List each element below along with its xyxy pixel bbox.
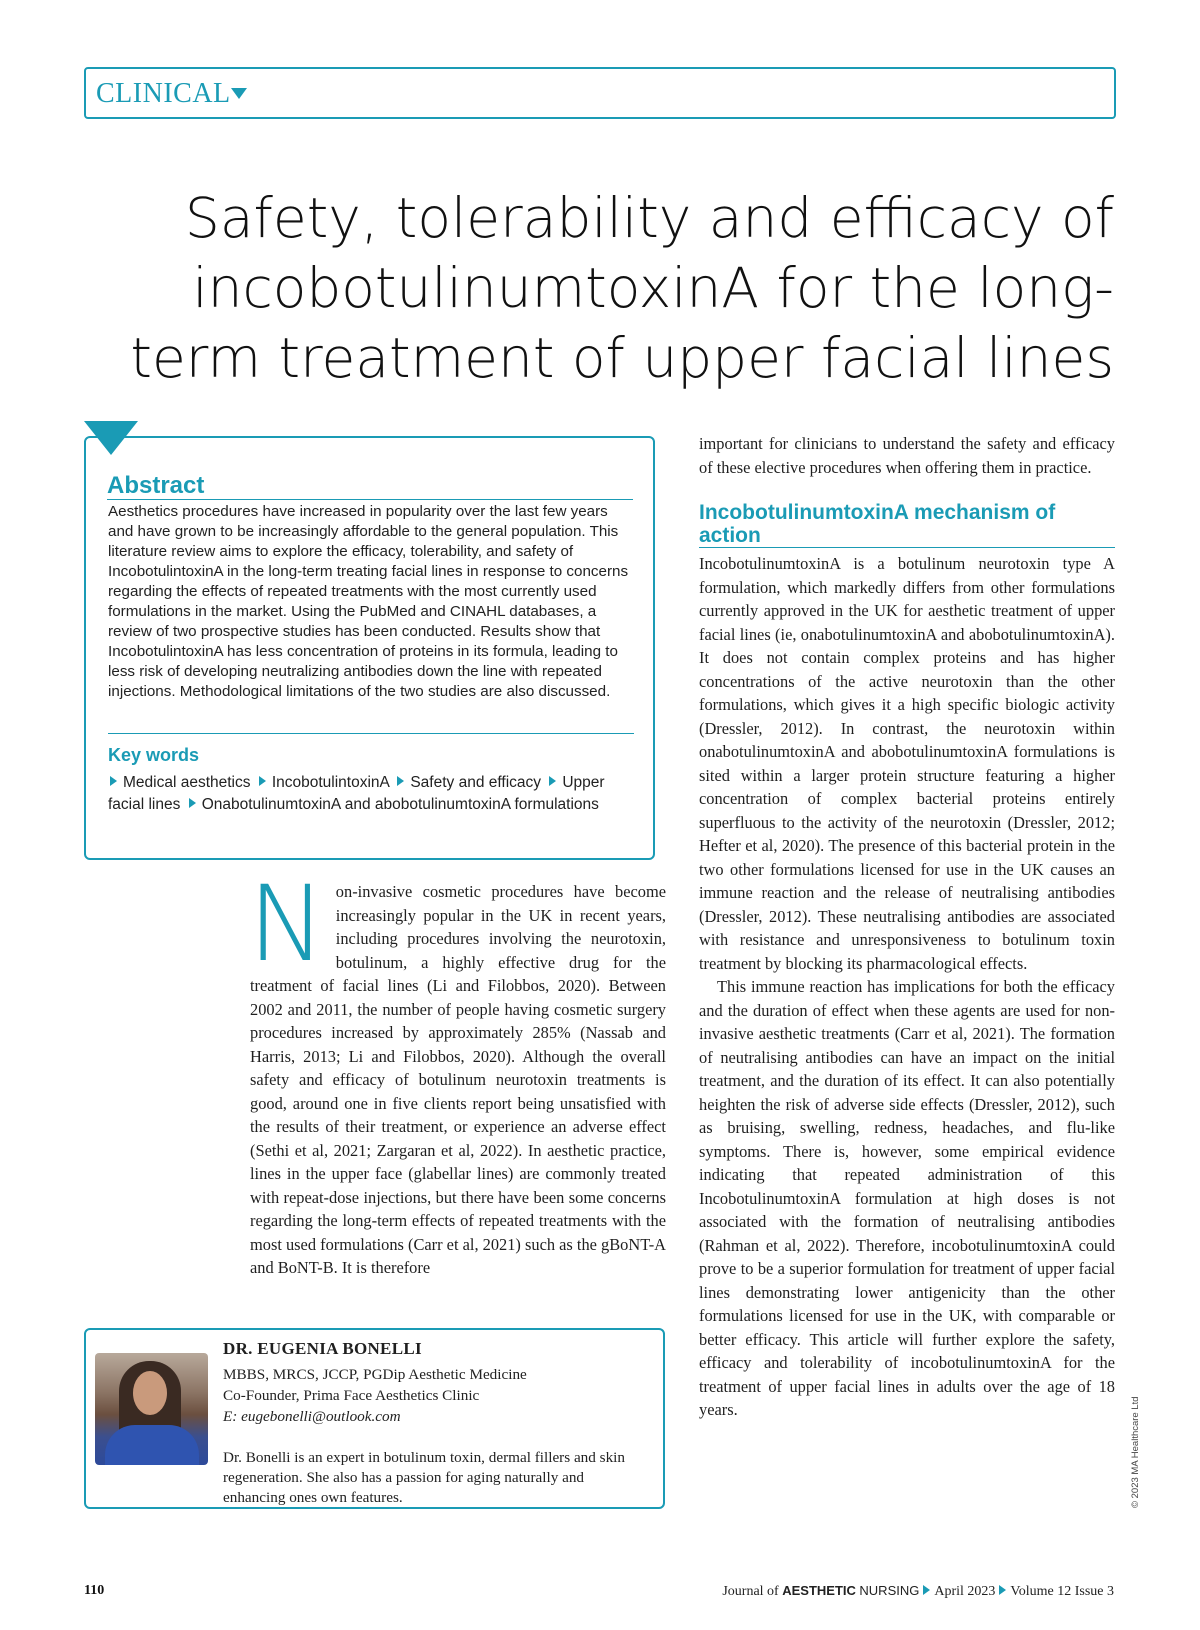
drop-cap: N xyxy=(248,863,326,985)
arrow-right-icon xyxy=(189,798,196,808)
journal-name-rest: NURSING xyxy=(859,1583,920,1598)
keyword: IncobotulintoxinA xyxy=(271,774,390,791)
body-paragraph: This immune reaction has implications for both the efficacy and the duration of effect when these agents are used for non-invasive aesthetic treatments (Carr et al, 2021). The formation of neutralising antibodies can have an impact on the initial treatment, and the duration of its effect. It can also potentially heighten the risk of adverse side effects (Dressler, 2012), such as bruising, swelling, redness, headaches, and flu-like symptoms. There is, however, some empirical evidence indicating that repeated administration of this IncobotulinumtoxinA formulation at high doses is not associated with the formation of neutralising antibodies (Rahman et al, 2022). Therefore, incobotulinumtoxinA could prove to be a superior formulation for treatment of upper facial lines demonstrating lower antigenicity than the other formulations licensed for use in the UK, with comparable or better efficacy. This article will further explore the safety, efficacy and tolerability of incobotulinumtoxinA for the treatment of upper facial lines in adults over the age of 18 years. xyxy=(699,977,1115,1419)
volume-issue: Volume 12 Issue 3 xyxy=(1010,1584,1114,1599)
article-title: Safety, tolerability and efficacy of incobotulinumtoxinA for the long-term treatment of upper facial lines xyxy=(130,186,1114,390)
intro-paragraph: on-invasive cosmetic procedures have become increasingly popular in the UK in recent years, including procedures involving the neurotoxin, botulinum, a highly effective drug for the treatment of facial lines (Li and Filobbos, 2020). Between 2002 and 2011, the number of people having cosmetic surgery procedures increased by approximately 285% (Nassab and Harris, 2013; Li and Filobbos, 2020). Although the overall safety and efficacy of botulinum neurotoxin treatments is good, around one in five clients report being unsatisfied with the results of their treatment, or experience an adverse effect (Sethi et al, 2021; Zargaran et al, 2022). In aesthetic practice, lines in the upper face (glabellar lines) are commonly treated with repeat-dose injections, but there have been some concerns regarding the long-term effects of repeated treatments with the most used formulations (Carr et al, 2021) such as the gBoNT-A and BoNT-B. It is therefore xyxy=(250,882,666,1277)
intro-continuation: important for clinicians to understand the safety and efficacy of these elective procedures when offering them in practice. xyxy=(699,434,1115,477)
journal-footer xyxy=(722,1583,1114,1600)
author-credentials: MBBS, MRCS, JCCP, PGDip Aesthetic Medicine xyxy=(223,1366,527,1383)
body-paragraph: IncobotulinumtoxinA is a botulinum neurotoxin type A formulation, which markedly differs from other formulations currently approved in the UK for aesthetic treatment of upper facial lines (ie, onabotulinumtoxinA and abobotulinumtoxinA). It does not contain complex proteins and has higher concentrations of the active neurotoxin than the other formulations, which gives it a high specific biologic activity (Dressler, 2012). In contrast, the neurotoxin within onabotulinumtoxinA and abobotulinumtoxinA formulations is sited within a larger protein structure featuring a higher concentration of complex bacterial proteins entirely superfluous to the activity of the neurotoxin (Dressler, 2012; Hefter et al, 2020). The presence of this bacterial protein in the two other formulations licensed for use in the UK causes an immune reaction and the release of neutralising antibodies (Dressler, 2012). These neutralising antibodies are associated with resistance and unresponsiveness to botulinum toxin treatment by blocking its pharmacological effects. xyxy=(699,554,1115,973)
journal-name-bold: AESTHETIC xyxy=(782,1583,856,1598)
arrow-right-icon xyxy=(923,1585,930,1595)
arrow-right-icon xyxy=(110,776,117,786)
keyword: Medical aesthetics xyxy=(123,774,251,791)
divider xyxy=(108,733,634,734)
keywords-heading: Key words xyxy=(108,745,200,765)
issue-date: April 2023 xyxy=(934,1584,996,1599)
page-number: 110 xyxy=(84,1583,105,1598)
journal-prefix: Journal of xyxy=(722,1584,779,1599)
author-photo xyxy=(95,1353,208,1465)
copyright-notice: © 2023 MA Healthcare Ltd xyxy=(1130,1396,1141,1508)
author-email: E: eugebonelli@outlook.com xyxy=(223,1408,401,1425)
abstract-text: Aesthetics procedures have increased in popularity over the last few years and have grown to be increasingly affordable to the general population. This literature review aims to explore the efficacy, tolerability, and safety of IncobotulintoxinA in the long-term treating facial lines in response to concerns regarding the effects of repeated treatments with the most currently used formulations in the market. Using the PubMed and CINAHL databases, a review of two prospective studies has been conducted. Results show that IncobotulintoxinA has less concentration of proteins in its formula, leading to less risk of developing neutralizing antibodies down the line with repeated injections. Methodological limitations of the two studies are also discussed. xyxy=(108,503,629,700)
keyword: Upper facial lines xyxy=(108,774,605,813)
abstract-heading: Abstract xyxy=(107,473,633,500)
triangle-marker-icon xyxy=(84,421,138,455)
caret-down-icon xyxy=(231,88,247,99)
keywords-list xyxy=(108,772,628,816)
author-details xyxy=(223,1364,648,1427)
keyword: Safety and efficacy xyxy=(410,774,542,791)
section-header xyxy=(84,67,1116,119)
arrow-right-icon xyxy=(999,1585,1006,1595)
keyword: OnabotulinumtoxinA and abobotulinumtoxinA formulations xyxy=(201,796,599,813)
body-column-right xyxy=(699,432,1115,1422)
body-column-left xyxy=(248,863,666,1280)
arrow-right-icon xyxy=(397,776,404,786)
section-subheading: IncobotulinumtoxinA mechanism of action xyxy=(699,501,1115,548)
arrow-right-icon xyxy=(549,776,556,786)
author-bio: Dr. Bonelli is an expert in botulinum toxin, dermal fillers and skin regeneration. She also has a passion for aging naturally and enhancing ones own features. xyxy=(223,1449,625,1506)
author-name: DR. EUGENIA BONELLI xyxy=(223,1339,422,1358)
author-role: Co-Founder, Prima Face Aesthetics Clinic xyxy=(223,1387,480,1404)
arrow-right-icon xyxy=(259,776,266,786)
section-label: CLINICAL xyxy=(96,78,231,109)
